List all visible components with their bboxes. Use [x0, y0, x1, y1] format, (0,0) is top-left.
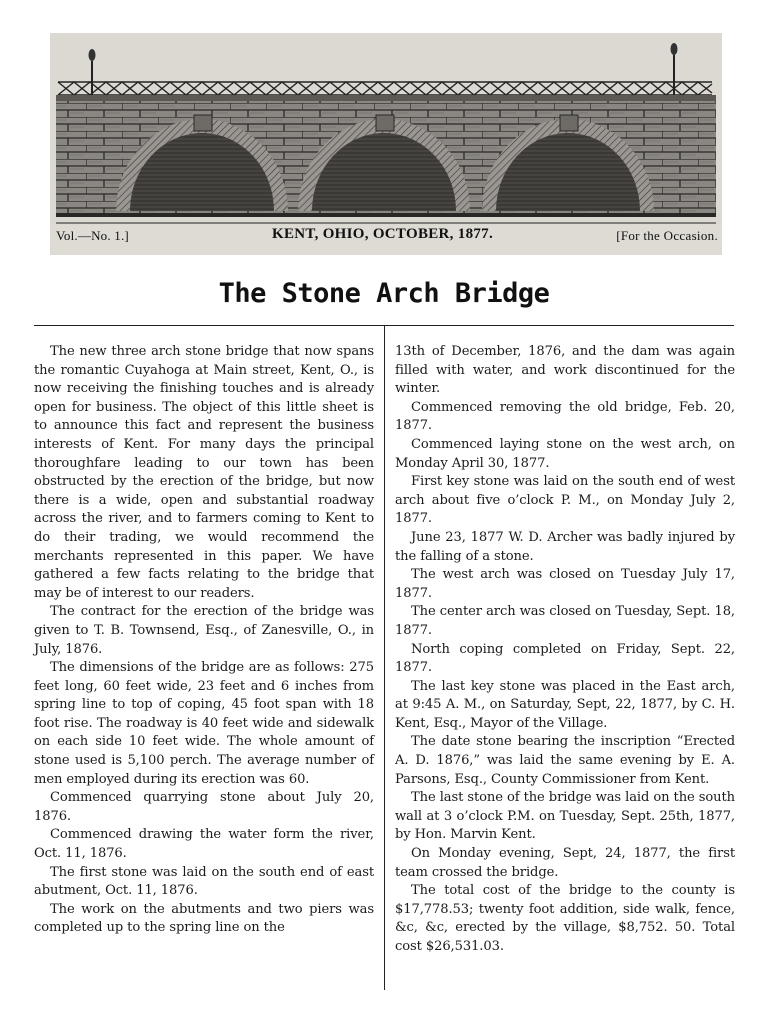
place-date-label: KENT, OHIO, OCTOBER, 1877. [272, 226, 494, 242]
paragraph: Commenced drawing the water form the river, Oct. 11, 1876. [34, 827, 374, 862]
paragraph: Commenced quarrying stone about July 20, 1876. [34, 790, 374, 824]
masthead-caption [50, 225, 722, 249]
paragraph: June 23, 1877 W. D. Archer was badly injured by the falling of a stone. [395, 529, 735, 564]
bridge-illustration [50, 33, 722, 225]
paragraph: The first stone was laid on the south end of east abutment, Oct. 11, 1876. [34, 864, 374, 899]
bridge-arches [116, 115, 654, 211]
paragraph: The dimensions of the bridge are as follows: 275 feet long, 60 feet wide, 23 feet and 6 inches from spring line to top of coping, 45 foot span with 18 foot rise. The roadway is 40 feet wide and sidewalk on each side 10 feet wide. The whole amount of stone used is 5,100 perch. The average number of men employed during its erection was 60. [34, 660, 374, 787]
paragraph: The center arch was closed on Tuesday, Sept. 18, 1877. [395, 604, 735, 638]
paragraph: First key stone was laid on the south end of west arch about five o’clock P. M., on Monday July 2, 1877. [395, 474, 735, 527]
paragraph: The work on the abutments and two piers was completed up to the spring line on the [34, 901, 374, 936]
paragraph: The date stone bearing the inscription “Erected A. D. 1876,” was laid the same evening by E. A. Parsons, Esq., County Commissioner from Kent. [395, 734, 735, 787]
volume-label: Vol.—No. 1.] [56, 228, 129, 243]
paragraph-continuation: 13th of December, 1876, and the dam was again filled with water, and work discontinued for the winter. [395, 344, 735, 397]
paragraph: The total cost of the bridge to the county is $17,778.53; twenty foot addition, side walk, fence, &c, &c, erected by the village, $8,752. 50. Total cost $26,531.03. [395, 883, 735, 954]
paragraph: On Monday evening, Sept, 24, 1877, the first team crossed the bridge. [395, 846, 735, 880]
paragraph: The last stone of the bridge was laid on the south wall at 3 o’clock P.M. on Tuesday, Sept. 25th, 1877, by Hon. Marvin Kent. [395, 790, 735, 843]
paragraph: The west arch was closed on Tuesday July 17, 1877. [395, 567, 735, 601]
paragraph: Commenced removing the old bridge, Feb. 20, 1877. [395, 399, 735, 434]
article-title: The Stone Arch Bridge [218, 278, 550, 309]
paragraph: The new three arch stone bridge that now spans the romantic Cuyahoga at Main street, Kent, O., is now receiving the finishing touches and is already open for business. The object of this little sheet is to announce this fact and represent the business interests of Kent. For many days the principal thoroughfare leading to our town has been obstructed by the erection of the bridge, but now there is a wide, open and substantial roadway across the river, and to farmers coming to Kent to do their trading, we would recommend the merchants represented in this paper. We have gathered a few facts relating to the bridge that may be of interest to our readers. [34, 344, 374, 601]
column-divider [384, 326, 385, 990]
masthead-engraving [50, 33, 722, 255]
paragraph: North coping completed on Friday, Sept. 22, 1877. [395, 641, 735, 676]
occasion-label: [For the Occasion. [616, 228, 718, 243]
right-column [395, 343, 735, 957]
paragraph: Commenced laying stone on the west arch, on Monday April 30, 1877. [395, 436, 735, 471]
left-column [34, 343, 374, 938]
paragraph: The last key stone was placed in the East arch, at 9:45 A. M., on Saturday, Sept, 22, 1877, by C. H. Kent, Esq., Mayor of the Village. [395, 678, 735, 731]
paragraph: The contract for the erection of the bridge was given to T. B. Townsend, Esq., of Zanesville, O., in July, 1876. [34, 604, 374, 657]
